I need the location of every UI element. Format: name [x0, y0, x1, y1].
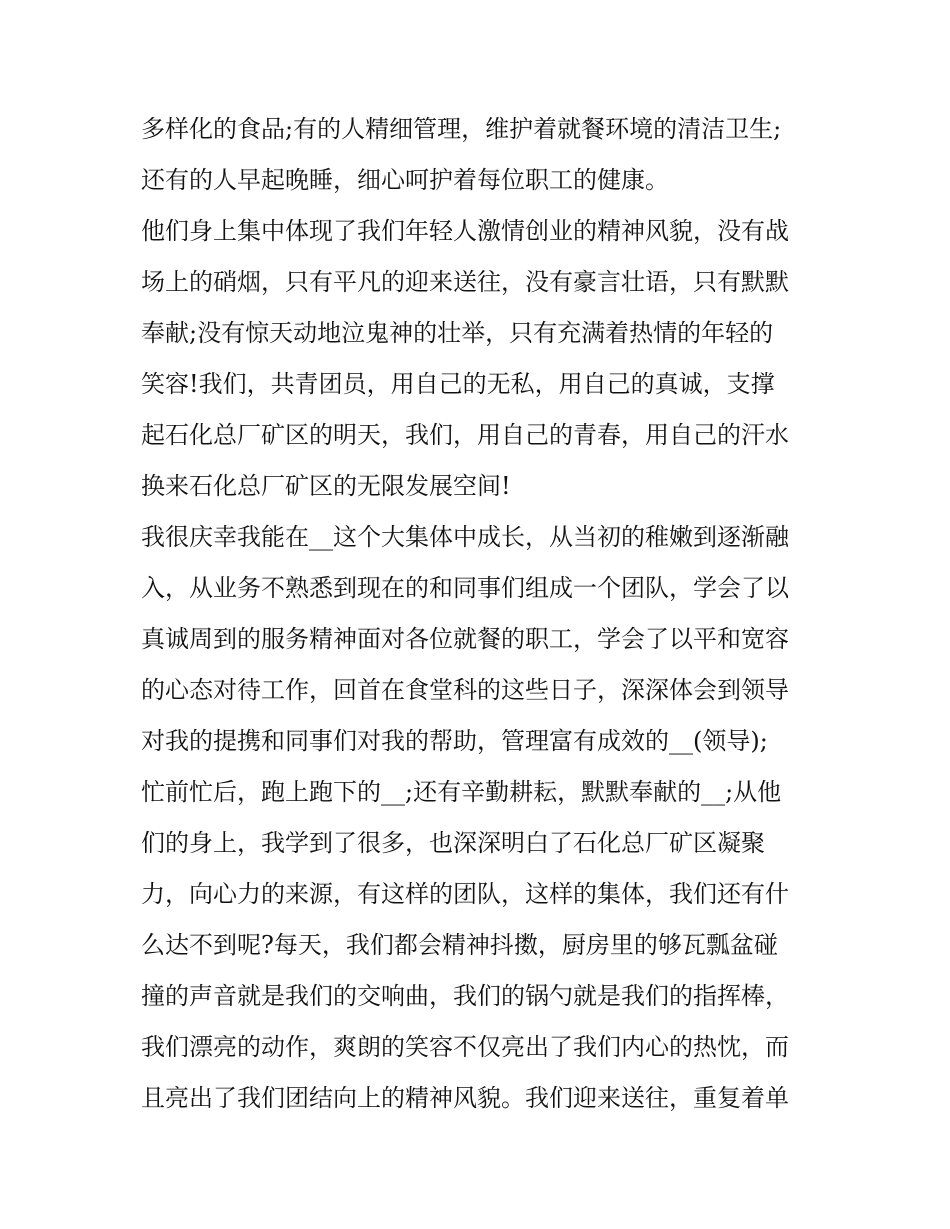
text-line: 撞的声音就是我们的交响曲，我们的锅勺就是我们的指挥棒，	[141, 982, 789, 1010]
text-line: 我们漂亮的动作，爽朗的笑容不仅亮出了我们内心的热忱，而	[141, 1033, 789, 1061]
text-line: 们的身上，我学到了很多，也深深明白了石化总厂矿区凝聚	[141, 829, 765, 857]
text-line: 么达不到呢?每天，我们都会精神抖擞，厨房里的够瓦瓢盆碰	[141, 931, 778, 959]
text-line: 笑容!我们，共青团员，用自己的无私，用自己的真诚，支撑	[141, 370, 775, 398]
text-line: 起石化总厂矿区的明天，我们，用自己的青春，用自己的汗水	[141, 421, 789, 449]
text-line: 对我的提携和同事们对我的帮助，管理富有成效的__(领导);	[141, 727, 768, 755]
text-line: 场上的硝烟，只有平凡的迎来送往，没有豪言壮语，只有默默	[141, 268, 789, 296]
text-line: 真诚周到的服务精神面对各位就餐的职工，学会了以平和宽容	[141, 625, 789, 653]
text-line: 的心态对待工作，回首在食堂科的这些日子，深深体会到领导	[141, 676, 789, 704]
body-text	[141, 104, 821, 1124]
text-line: 换来石化总厂矿区的无限发展空间!	[141, 472, 511, 500]
text-line: 力，向心力的来源，有这样的团队，这样的集体，我们还有什	[141, 880, 789, 908]
text-line: 多样化的食品;有的人精细管理，维护着就餐环境的清洁卫生;	[141, 115, 782, 143]
text-line: 入，从业务不熟悉到现在的和同事们组成一个团队，学会了以	[141, 574, 789, 602]
text-line: 忙前忙后，跑上跑下的__;还有辛勤耕耘，默默奉献的__;从他	[141, 778, 782, 806]
text-line: 且亮出了我们团结向上的精神风貌。我们迎来送往，重复着单	[141, 1084, 789, 1112]
text-line: 我很庆幸我能在__这个大集体中成长，从当初的稚嫩到逐渐融	[141, 523, 789, 551]
text-line: 他们身上集中体现了我们年轻人激情创业的精神风貌，没有战	[141, 217, 789, 245]
text-line: 奉献;没有惊天动地泣鬼神的壮举，只有充满着热情的年轻的	[141, 319, 774, 347]
text-line: 还有的人早起晚睡，细心呵护着每位职工的健康。	[141, 166, 669, 194]
